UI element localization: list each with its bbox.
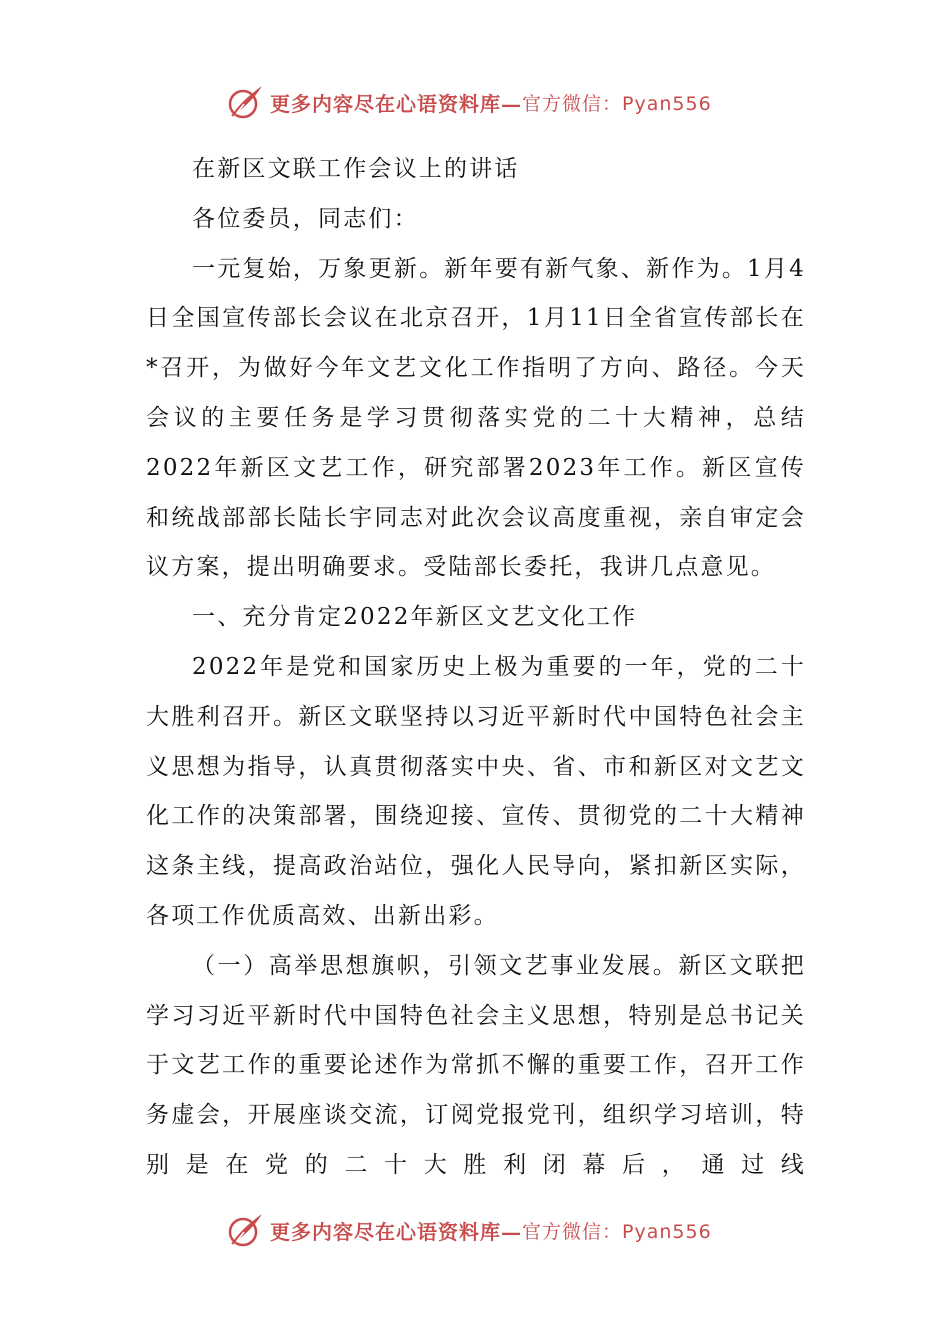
body-paragraph: 一元复始，万象更新。新年要有新气象、新作为。1月4日全国宣传部长会议在北京召开，1月11日全省宣传部长在*召开，为做好今年文艺文化工作指明了方向、路径。今天会议的主要任务是学习贯彻落实党的二十大精神，总结2022年新区文艺工作，研究部署2023年工作。新区宣传和统战部部长陆长宇同志对此次会议高度重视，亲自审定会议方案，提出明确要求。受陆部长委托，我讲几点意见。: [146, 255, 806, 581]
watermark-contact-text: 官方微信：Pyan556: [522, 1220, 712, 1243]
watermark-brand-text: 更多内容尽在心语资料库—: [270, 1219, 522, 1244]
body-paragraph: （一）高举思想旗帜，引领文艺事业发展。新区文联把学习习近平新时代中国特色社会主义思想，特别是总书记关于文艺工作的重要论述作为常抓不懈的重要工作，召开工作务虚会，开展座谈交流，订阅党报党刊，组织学习培训，特别是在党的二十大胜利闭幕后，通过线: [146, 952, 806, 1178]
quill-logo-icon: [226, 82, 266, 122]
watermark-banner-top: [226, 82, 746, 122]
document-body: [146, 145, 806, 1191]
watermark-contact-text: 官方微信：Pyan556: [522, 92, 712, 115]
watermark-banner-bottom: [226, 1210, 746, 1250]
body-paragraph: 2022年是党和国家历史上极为重要的一年，党的二十大胜利召开。新区文联坚持以习近平新时代中国特色社会主义思想为指导，认真贯彻落实中央、省、市和新区对文艺文化工作的决策部署，围绕迎接、宣传、贯彻党的二十大精神这条主线，提高政治站位，强化人民导向，紧扣新区实际，各项工作优质高效、出新出彩。: [146, 653, 806, 929]
quill-logo-icon: [226, 1210, 266, 1250]
watermark-brand-text: 更多内容尽在心语资料库—: [270, 91, 522, 116]
document-title: 在新区文联工作会议上的讲话: [192, 156, 520, 182]
salutation: 各位委员，同志们：: [192, 205, 419, 232]
section-heading: 一、充分肯定2022年新区文艺文化工作: [192, 604, 638, 631]
